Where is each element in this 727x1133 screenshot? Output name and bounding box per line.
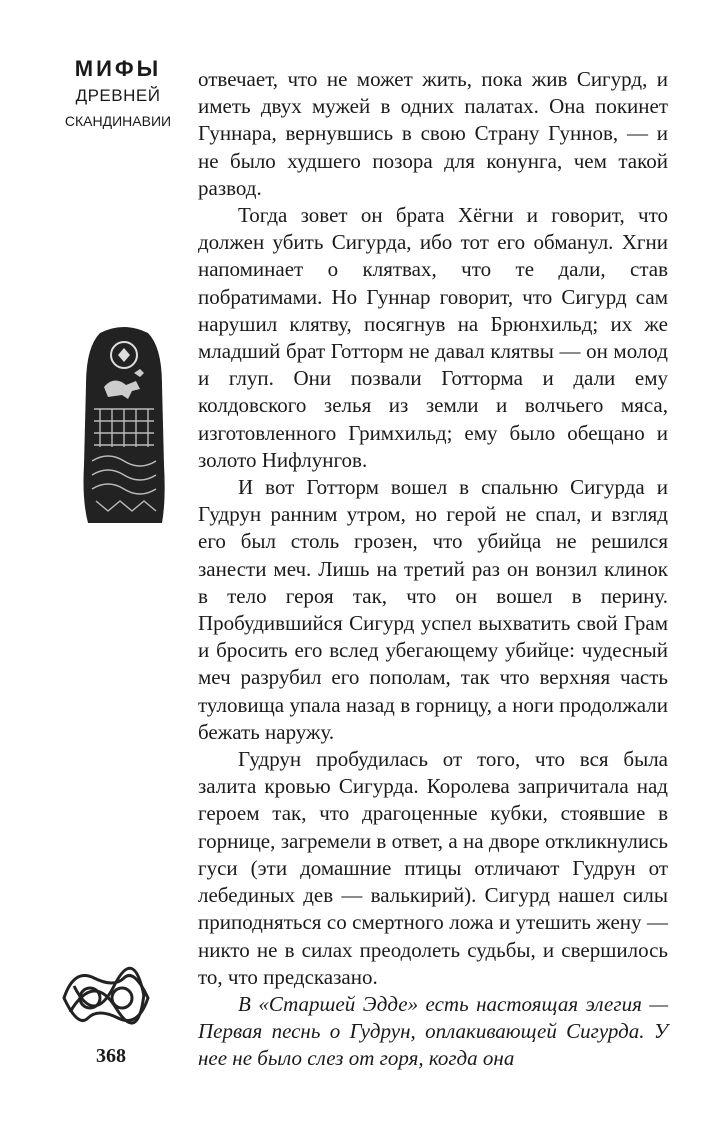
body-text (198, 66, 668, 1073)
header-subtitle-2: СКАНДИНАВИИ (64, 113, 172, 129)
paragraph-4: Гудрун пробудилась от того, что вся была залита кровью Сигурда. Королева запричитала над героем так, что драгоценные кубки, стоявшие в горнице, загремели в ответ, а на дворе откликнулись гуси (эти домашние птицы отличают Гудрун от лебединых дев — валькирий). Сигурд нашел силы приподняться со смертного ложа и утешить жену — никто не в силах преодолеть судьбы, и свершилось то, что предсказано. (198, 747, 668, 989)
page-number: 368 (96, 1045, 126, 1067)
paragraph-1: отвечает, что не может жить, пока жив Сигурд, и иметь двух мужей в одних палатах. Она покинет Гуннара, вернувшись в свою Страну Гуннов, — и не было худшего позора для конунга, чем такой развод. (198, 67, 668, 200)
runestone-illustration (78, 325, 170, 525)
celtic-knot-ornament (56, 958, 156, 1038)
running-header (58, 56, 178, 132)
paragraph-2: Тогда зовет он брата Хёгни и говорит, что должен убить Сигурда, ибо тот его обманул. Хгни напоминает о клятвах, что те дали, став побратимами. Но Гуннар говорит, что Сигурд сам нарушил клятву, посягнув на Брюнхильд; их же младший брат Готторм не давал клятвы — он молод и глуп. Они позвали Готторма и дали ему колдовского зелья из земли и волчьего мяса, изготовленного Гримхильд; ему было обещано и золото Нифлунгов. (198, 203, 668, 472)
paragraph-5: В «Старшей Эдде» есть настоящая элегия — Первая песнь о Гудрун, оплакивающей Сигурда. У нее не было слез от горя, когда она (198, 991, 668, 1071)
header-title: МИФЫ (74, 56, 162, 81)
header-subtitle: ДРЕВНЕЙ (75, 86, 161, 105)
paragraph-3: И вот Готторм вошел в спальню Сигурда и Гудрун ранним утром, но герой не спал, и взгляд его был столь грозен, что убийца не решился занести меч. Лишь на третий раз он вонзил клинок в тело героя так, что он вошел в перину. Пробудившийся Сигурд успел выхватить свой Грам и бросить его вслед убегающему убийце: чудесный меч разрубил его пополам, так что верхняя часть туловища упала назад в горницу, а ноги продолжали бежать наружу. (198, 475, 668, 744)
